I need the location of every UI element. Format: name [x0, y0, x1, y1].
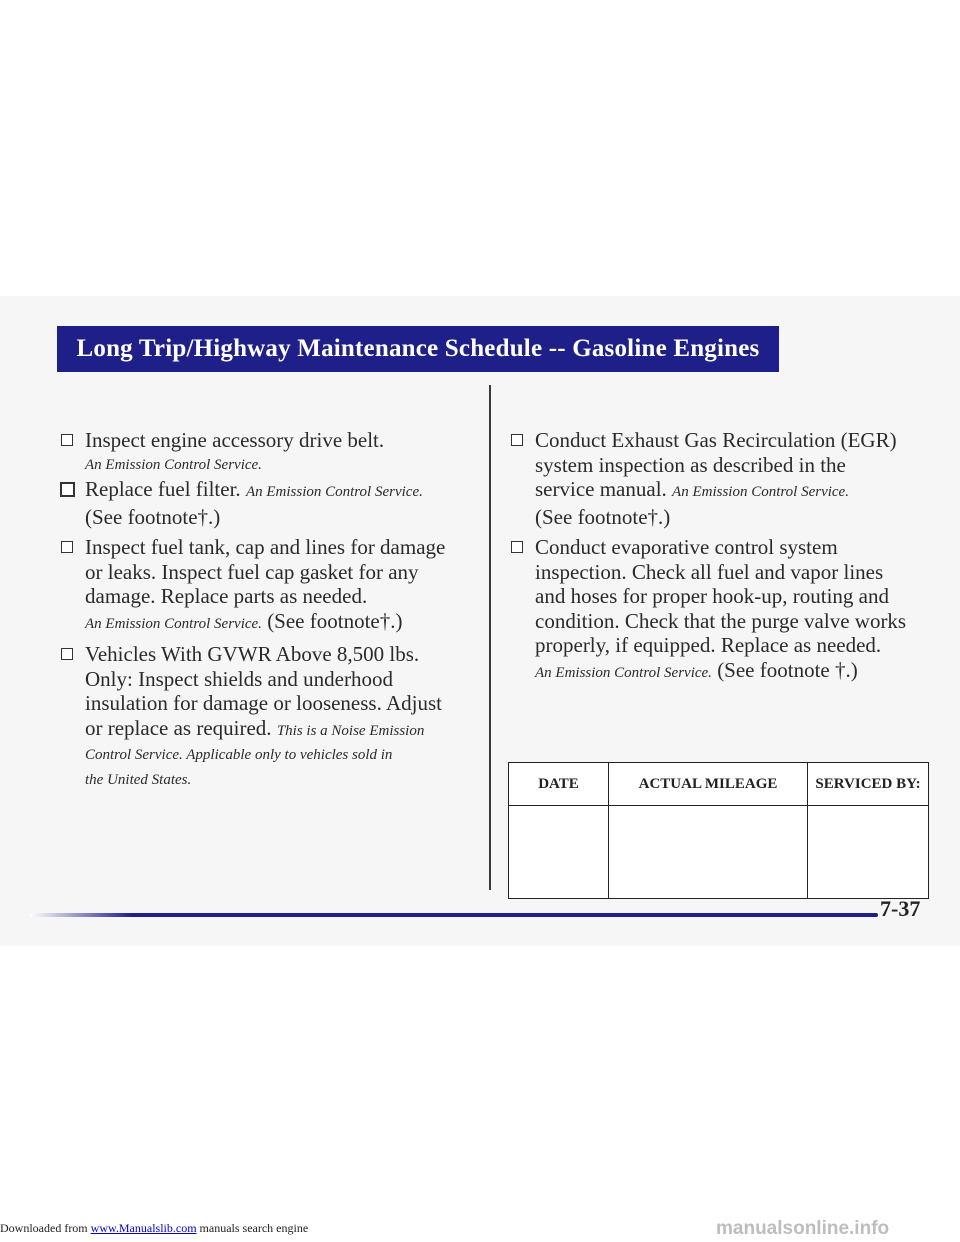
download-footer — [0, 1221, 308, 1236]
item-text: Conduct Exhaust Gas Recirculation (EGR) — [535, 428, 897, 452]
checklist-item — [60, 477, 480, 529]
noise-note: Control Service. Applicable only to vehicles sold in — [85, 747, 393, 763]
checkbox[interactable] — [511, 541, 523, 553]
footnote-ref: (See footnote†.) — [535, 504, 671, 529]
checkbox[interactable] — [60, 482, 75, 497]
service-log-table — [508, 762, 929, 899]
checkbox[interactable] — [61, 434, 73, 446]
item-text: or replace as required. — [85, 715, 272, 740]
noise-note: This is a Noise Emission — [276, 722, 425, 739]
table-row — [509, 806, 929, 899]
checkbox[interactable] — [61, 541, 73, 553]
checklist-item — [510, 428, 940, 529]
item-text: condition. Check that the purge valve works — [535, 608, 907, 633]
date-cell[interactable] — [509, 806, 609, 899]
item-text: or leaks. Inspect fuel cap gasket for any — [85, 559, 419, 584]
footnote-ref: (See footnote†.) — [85, 504, 221, 529]
left-column — [60, 428, 480, 792]
item-text: insulation for damage or looseness. Adjust — [85, 691, 442, 715]
section-banner — [57, 326, 779, 372]
footnote-ref: (See footnote†.) — [267, 608, 403, 633]
banner-title: Long Trip/Highway Maintenance Schedule -- Gasoline Engines — [76, 335, 760, 362]
mileage-cell[interactable] — [609, 806, 808, 899]
item-text: Inspect engine accessory drive belt. — [85, 428, 385, 452]
bottom-rule — [30, 913, 878, 917]
footer-prefix: Downloaded from — [0, 1221, 91, 1235]
emission-note: An Emission Control Service. — [85, 615, 262, 632]
checkbox[interactable] — [61, 648, 73, 660]
item-text: system inspection as described in the — [535, 452, 846, 477]
checklist-item — [60, 642, 480, 792]
header-serviced-by: SERVICED BY: — [808, 763, 929, 806]
item-text: and hoses for proper hook-up, routing and — [535, 584, 890, 608]
header-mileage: ACTUAL MILEAGE — [609, 763, 808, 806]
item-text: properly, if equipped. Replace as needed. — [535, 633, 882, 657]
table-header-row — [509, 763, 929, 806]
emission-note: An Emission Control Service. — [85, 456, 262, 473]
checkbox[interactable] — [511, 434, 523, 446]
item-text: Conduct evaporative control system — [535, 535, 838, 559]
item-text: Replace fuel filter. — [85, 477, 241, 501]
page-number: 7-37 — [880, 896, 921, 921]
item-text: inspection. Check all fuel and vapor lines — [535, 559, 884, 584]
watermark: manualsonline.info — [716, 1218, 890, 1239]
item-text: service manual. — [535, 477, 667, 501]
emission-note: An Emission Control Service. — [245, 484, 423, 500]
checklist-item — [60, 428, 480, 477]
serviced-by-cell[interactable] — [808, 806, 929, 899]
right-column — [510, 428, 940, 685]
item-text: Inspect fuel tank, cap and lines for damage — [85, 535, 446, 559]
checklist-item — [510, 535, 940, 685]
emission-note: An Emission Control Service. — [535, 664, 712, 681]
manualslib-link[interactable]: www.Manualslib.com — [90, 1221, 197, 1235]
item-text: damage. Replace parts as needed. — [85, 584, 368, 608]
emission-note: An Emission Control Service. — [672, 484, 849, 500]
header-date: DATE — [509, 763, 609, 806]
checklist-item — [60, 535, 480, 636]
footer-suffix: manuals search engine — [196, 1221, 309, 1235]
noise-note: the United States. — [85, 771, 192, 788]
item-text: Vehicles With GVWR Above 8,500 lbs. — [85, 642, 420, 666]
item-text: Only: Inspect shields and underhood — [85, 666, 393, 691]
footnote-ref: (See footnote †.) — [717, 657, 858, 682]
column-divider — [489, 385, 491, 890]
